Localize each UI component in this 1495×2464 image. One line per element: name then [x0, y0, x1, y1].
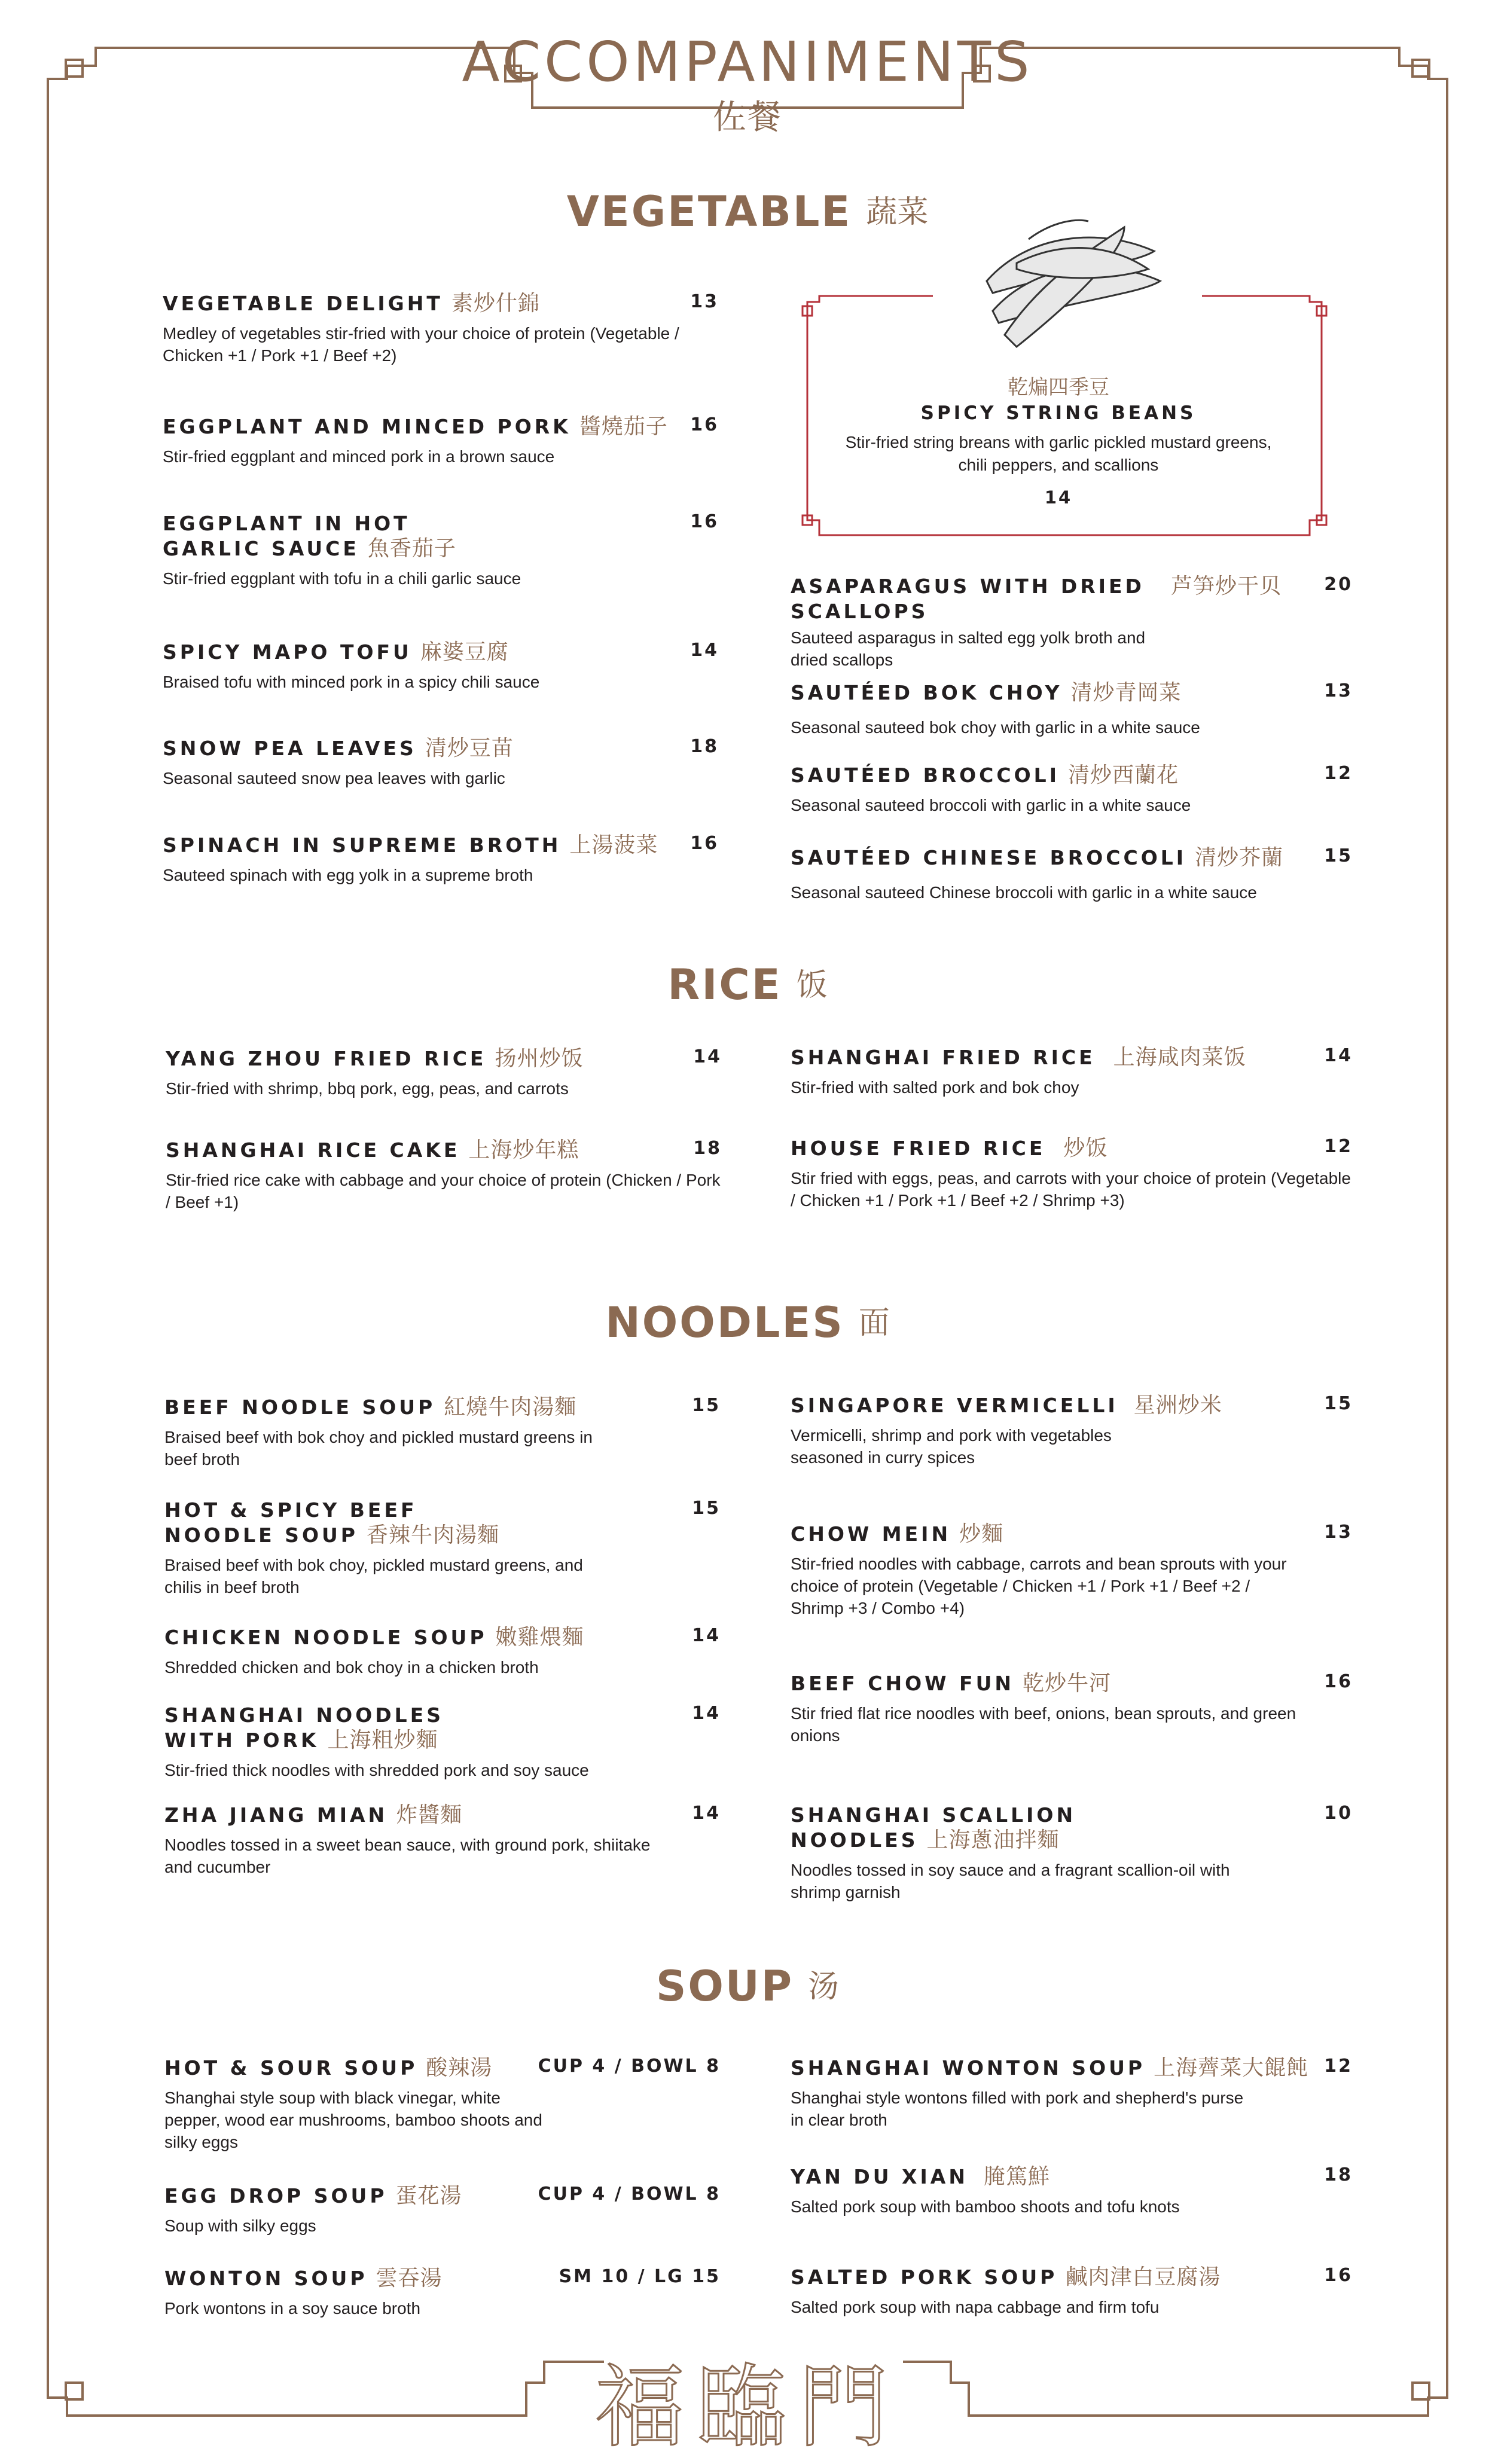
menu-item: HOT & SOUR SOUP 酸辣湯 CUP 4 / BOWL 8 Shanghai style soup with black vinegar, white pepper, wood ear mushrooms, bamboo shoots and silky eggs: [164, 2056, 721, 2151]
menu-item: SHANGHAI RICE CAKE 上海炒年糕 18 Stir-fried rice cake with cabbage and your choice of protein (Chicken / Pork / Beef +1): [166, 1138, 722, 1211]
menu-item: CHOW MEIN 炒麵 13 Stir-fried noodles with cabbage, carrots and bean sprouts with your choice of protein (Vegetable / Chicken +1 / Pork +1 / Beef +2 / Shrimp +3 / Combo +4): [791, 1522, 1353, 1617]
menu-item: EGG DROP SOUP 蛋花湯 CUP 4 / BOWL 8 Soup with silky eggs: [164, 2184, 721, 2235]
menu-item: BEEF CHOW FUN 乾炒牛河 16 Stir fried flat rice noodles with beef, onions, bean sprouts, and green onions: [791, 1671, 1353, 1745]
menu-item: YAN DU XIAN 腌篤鮮 18 Salted pork soup with bamboo shoots and tofu knots: [791, 2164, 1353, 2216]
menu-item: SALTED PORK SOUP 鹹肉津白豆腐湯 16 Salted pork soup with napa cabbage and firm tofu: [791, 2265, 1353, 2316]
menu-item: SNOW PEA LEAVES 清炒豆苗 18 Seasonal sauteed snow pea leaves with garlic: [163, 736, 719, 787]
menu-item: EGGPLANT AND MINCED PORK 醬燒茄子 16 Stir-fried eggplant and minced pork in a brown sauce: [163, 414, 719, 466]
restaurant-logo: 福臨門: [594, 2356, 900, 2460]
menu-item: ASAPARAGUS WITH DRIED 芦笋炒干贝 SCALLOPS 20 Sauteed asparagus in salted egg yolk broth and dried scallops: [791, 574, 1353, 669]
menu-item: SHANGHAI SCALLION NOODLES 上海蔥油拌麵 10 Noodles tossed in soy sauce and a fragrant scallion-oil with shrimp garnish: [791, 1803, 1353, 1901]
menu-item: WONTON SOUP 雲吞湯 SM 10 / LG 15 Pork wontons in a soy sauce broth: [164, 2266, 721, 2318]
menu-item: BEEF NOODLE SOUP 紅燒牛肉湯麵 15 Braised beef with bok choy and pickled mustard greens in beef broth: [164, 1395, 721, 1468]
menu-item: HOT & SPICY BEEF NOODLE SOUP 香辣牛肉湯麵 15 Braised beef with bok choy, pickled mustard greens, and chilis in beef broth: [164, 1498, 721, 1596]
menu-item: SINGAPORE VERMICELLI 星洲炒米 15 Vermicelli, shrimp and pork with vegetables seasoned in curry spices: [791, 1393, 1353, 1467]
menu-item: EGGPLANT IN HOT GARLIC SAUCE 魚香茄子 16 Stir-fried eggplant with tofu in a chili garlic sauce: [163, 511, 719, 588]
menu-item: SAUTÉED BOK CHOY 清炒青岡菜 13 Seasonal sauteed bok choy with garlic in a white sauce: [791, 680, 1353, 737]
menu-item: SHANGHAI WONTON SOUP 上海薺菜大餛飩 12 Shanghai style wontons filled with pork and shepherd's purse in clear broth: [791, 2056, 1353, 2129]
menu-item: SPINACH IN SUPREME BROTH 上湯菠菜 16 Sauteed spinach with egg yolk in a supreme broth: [163, 833, 719, 884]
menu-item: YANG ZHOU FRIED RICE 扬州炒饭 14 Stir-fried with shrimp, bbq pork, egg, peas, and carrots: [166, 1046, 722, 1098]
section-rice: RICE 饭: [667, 960, 828, 1009]
menu-item: ZHA JIANG MIAN 炸醬麵 14 Noodles tossed in a sweet bean sauce, with ground pork, shiitake and cucumber: [164, 1803, 721, 1876]
section-vegetable: VEGETABLE 蔬菜: [566, 187, 929, 236]
menu-item: SAUTÉED BROCCOLI 清炒西蘭花 12 Seasonal sauteed broccoli with garlic in a white sauce: [791, 763, 1353, 814]
menu-item: HOUSE FRIED RICE 炒饭 12 Stir fried with eggs, peas, and carrots with your choice of protein (Vegetable / Chicken +1 / Pork +1 / Beef +2 / Shrimp +3): [791, 1136, 1353, 1210]
menu-item: SAUTÉED CHINESE BROCCOLI 清炒芥蘭 15 Seasonal sauteed Chinese broccoli with garlic in a white sauce: [791, 845, 1353, 902]
featured-item-spicy-string-beans: 乾煸四季豆 SPICY STRING BEANS Stir-fried string breans with garlic pickled mustard greens, chili peppers, and scallions 14: [845, 376, 1272, 508]
menu-item: SHANGHAI NOODLES WITH PORK 上海粗炒麵 14 Stir-fried thick noodles with shredded pork and soy sauce: [164, 1703, 721, 1779]
menu-title: ACCOMPANIMENTS: [462, 30, 1033, 94]
menu-subtitle: 佐餐: [713, 98, 782, 137]
menu-item: VEGETABLE DELIGHT 素炒什錦 13 Medley of vegetables stir-fried with your choice of protein (Vegetable / Chicken +1 / Pork +1 / Beef +2): [163, 291, 719, 365]
menu-item: CHICKEN NOODLE SOUP 嫩雞煨麵 14 Shredded chicken and bok choy in a chicken broth: [164, 1625, 721, 1677]
menu-item: SPICY MAPO TOFU 麻婆豆腐 14 Braised tofu with minced pork in a spicy chili sauce: [163, 640, 719, 691]
section-soup: SOUP 汤: [655, 1962, 840, 2011]
menu-item: SHANGHAI FRIED RICE 上海咸肉菜饭 14 Stir-fried with salted pork and bok choy: [791, 1045, 1353, 1097]
section-noodles: NOODLES 面: [605, 1298, 890, 1347]
